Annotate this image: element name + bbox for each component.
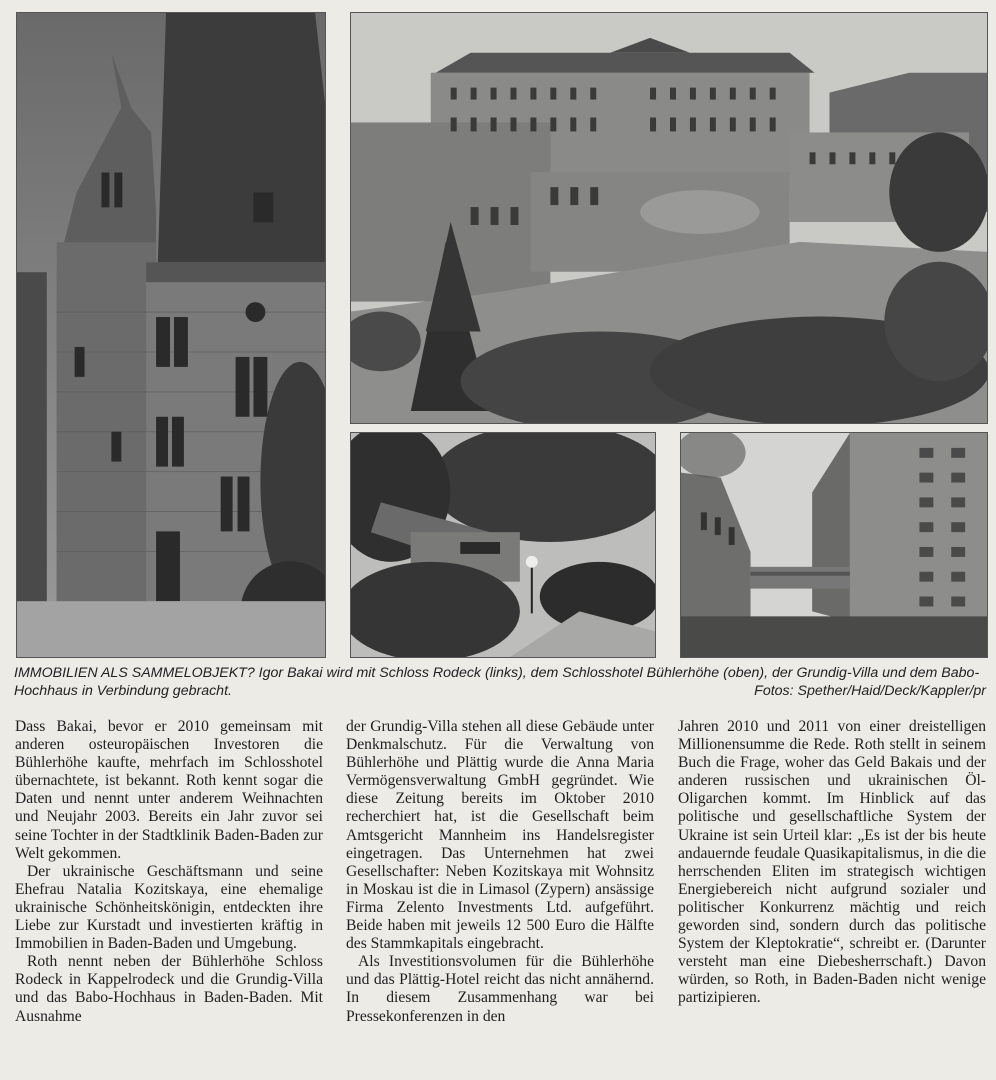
paragraph: Der ukrainische Geschäftsmann und seine Ehefrau Natalia Kozitskaya, eine ehemalige ukrainische Schönheitskönigin, entdeckten ihre Liebe zur Kurstadt und investierten kräftig in Immobilien in Baden-Baden und Umgebung. xyxy=(15,862,323,953)
photo-caption xyxy=(14,664,986,700)
paragraph: Jahren 2010 und 2011 von einer dreistelligen Millionensumme die Rede. Roth stellt in seinem Buch die Frage, woher das Geld Bakais und der anderen russischen und ukrainischen Öl-Oligarchen kommt. Im Hinblick auf das politische und gesellschaftliche System der Ukraine ist sein Urteil klar: „Es ist der bis heute andauernde feudale Quasikapitalismus, in die die herrschenden Eliten im strategisch wichtigen Energiebereich nicht aufgrund sozialer und politischer Konkurrenz mächtig und reich geworden sind, sondern durch das politische System der Kleptokratie“, schreibt er. (Darunter versteht man eine Diebesherrschaft.) Davon würden, so Roth, in Baden-Baden nicht wenige partizipieren. xyxy=(678,718,986,1007)
paragraph: Als Investitionsvolumen für die Bühlerhöhe und das Plättig-Hotel reicht das nicht annähernd. In diesem Zusammenhang war bei Pressekonferenzen in den xyxy=(346,953,654,1025)
article-column-3 xyxy=(678,718,986,1008)
paragraph: Dass Bakai, bevor er 2010 gemeinsam mit anderen osteuropäischen Investoren die Bühlerhöhe kaufte, mehrfach im Schlosshotel übernachtete, ist bekannt. Roth kennt sogar die Daten und nennt unter anderem Weihnachten und Neujahr 2003. Bereits ein Jahr zuvor sei seine Tochter in der Stadtklinik Baden-Baden zur Welt gekommen. xyxy=(15,718,323,862)
villa-image xyxy=(351,433,655,657)
caption-text: Igor Bakai wird mit Schloss Rodeck (links), dem Schlosshotel Bühlerhöhe (oben), der Grundig-Villa und dem Babo-Hochhaus in Verbindung gebracht. xyxy=(14,665,980,699)
article-column-2 xyxy=(346,718,654,1026)
photo-schloss-rodeck xyxy=(16,12,326,658)
photo-credit: Fotos: Spether/Haid/Deck/Kappler/pr xyxy=(754,683,986,699)
caption-lead: IMMOBILIEN ALS SAMMELOBJEKT? xyxy=(14,665,255,681)
paragraph: der Grundig-Villa stehen all diese Gebäude unter Denkmalschutz. Für die Verwaltung von Bühlerhöhe und Plättig wurde die Anna Maria Vermögensverwaltung GmbH gegründet. Wie diese Zeitung bereits im Oktober 2010 recherchiert hat, ist die Gesellschaft beim Amtsgericht Mannheim ins Handelsregister eingetragen. Das Unternehmen hat zwei Gesellschafter: Neben Kozitskaya mit Wohnsitz in Moskau ist die in Limasol (Zypern) ansässige Firma Zelento Investments Ltd. aufgeführt. Beide haben mit jeweils 12 500 Euro die Hälfte des Stammkapitals eingebracht. xyxy=(346,718,654,953)
paragraph: Roth nennt neben der Bühlerhöhe Schloss Rodeck in Kappelrodeck und die Grundig-Villa und das Babo-Hochhaus in Baden-Baden. Mit Ausnahme xyxy=(15,953,323,1025)
photo-buehlerhoehe xyxy=(350,12,988,424)
article-column-1 xyxy=(15,718,323,1026)
photo-babo-hochhaus xyxy=(680,432,988,658)
tower-image xyxy=(681,433,987,657)
castle-image xyxy=(17,13,325,657)
photo-grundig-villa xyxy=(350,432,656,658)
hotel-image xyxy=(351,13,987,423)
